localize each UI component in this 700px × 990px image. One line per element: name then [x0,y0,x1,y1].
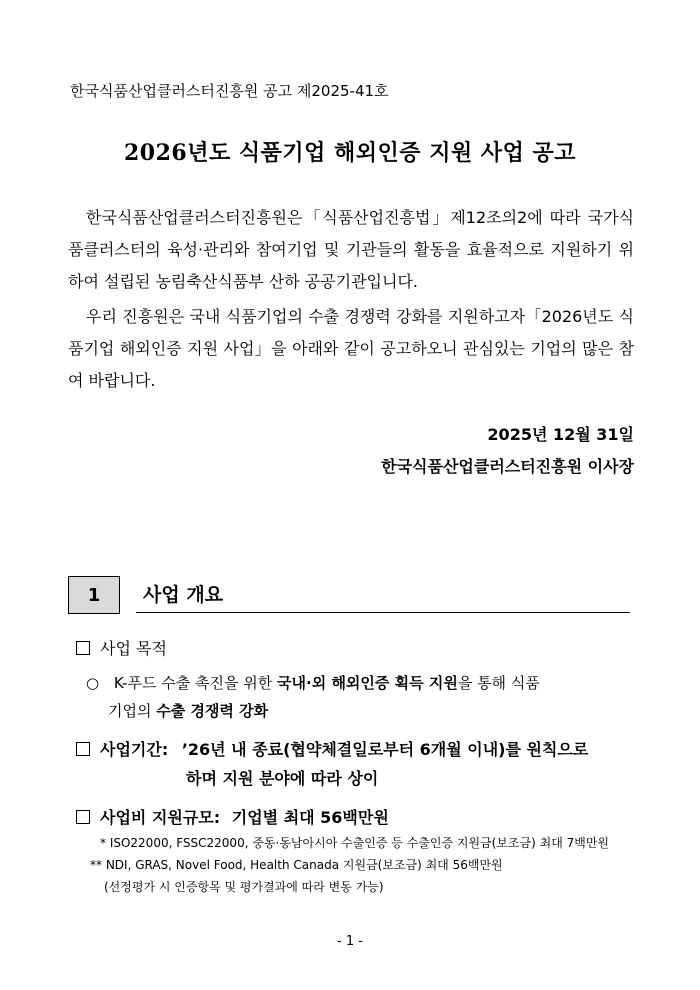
period-line-1: ’26년 내 종료(협약체결일로부터 6개월 이내)를 원칙으로 [181,740,589,759]
period-line-2: 하며 지원 분야에 따라 상이 [186,769,379,788]
budget-heading [76,805,389,828]
signer: 한국식품산업클러스터진흥원 이사장 [381,457,634,476]
purpose-text-c: 기업의 [108,702,157,720]
intro-paragraph-2: 우리 진흥원은 국내 식품기업의 수출 경쟁력 강화를 지원하고자「2026년도 식품기업 해외인증 지원 사업」을 아래와 같이 공고하오니 관심있는 기업의 많은 참여 바랍니다. [68,307,634,390]
purpose-text-a: K-푸드 수출 촉진을 위한 [113,674,278,692]
purpose-label: 사업 목적 [100,639,167,658]
purpose-text-bold-2: 수출 경쟁력 강화 [156,702,269,720]
circle-bullet-icon: ○ [86,674,100,692]
period-heading [76,737,588,760]
page-number: - 1 - [337,934,363,949]
budget-note-3: (선정평가 시 인증항목 및 평가결과에 따라 변동 가능) [104,880,384,894]
checkbox-icon [76,810,90,824]
checkbox-icon [76,742,90,756]
section-number-box [68,576,120,614]
section-title: 사업 개요 [143,584,224,606]
budget-note-2: ** NDI, GRAS, Novel Food, Health Canada 지원금(보조금) 최대 56백만원 [90,858,503,872]
period-label: 사업기간: [100,740,169,759]
budget-value: 기업별 최대 56백만원 [231,808,389,827]
purpose-heading [76,636,167,659]
section-number: 1 [87,584,101,606]
purpose-text-bold: 국내·외 해외인증 획득 지원 [277,674,458,692]
notice-date: 2025년 12월 31일 [487,425,634,444]
budget-note-1: * ISO22000, FSSC22000, 중동·동남아시아 수출인증 등 수출인증 지원금(보조금) 최대 7백만원 [100,836,610,850]
notice-number: 한국식품산업클러스터진흥원 공고 제2025-41호 [70,82,389,100]
checkbox-icon [76,641,90,655]
document-title: 2026년도 식품기업 해외인증 지원 사업 공고 [123,140,577,166]
purpose-bullet-line-2 [108,700,268,721]
intro-paragraph-1: 한국식품산업클러스터진흥원은「식품산업진흥법」제12조의2에 따라 국가식품클러스터의 육성·관리와 참여기업 및 기관들의 활동을 효율적으로 지원하기 위하여 설립된 농림축산식품부 산하 공공기관입니다. [68,208,634,291]
budget-label: 사업비 지원규모: [100,808,221,827]
section-underline [136,612,630,613]
purpose-text-b: 을 통해 식품 [457,674,540,692]
purpose-bullet-line-1 [86,672,540,693]
